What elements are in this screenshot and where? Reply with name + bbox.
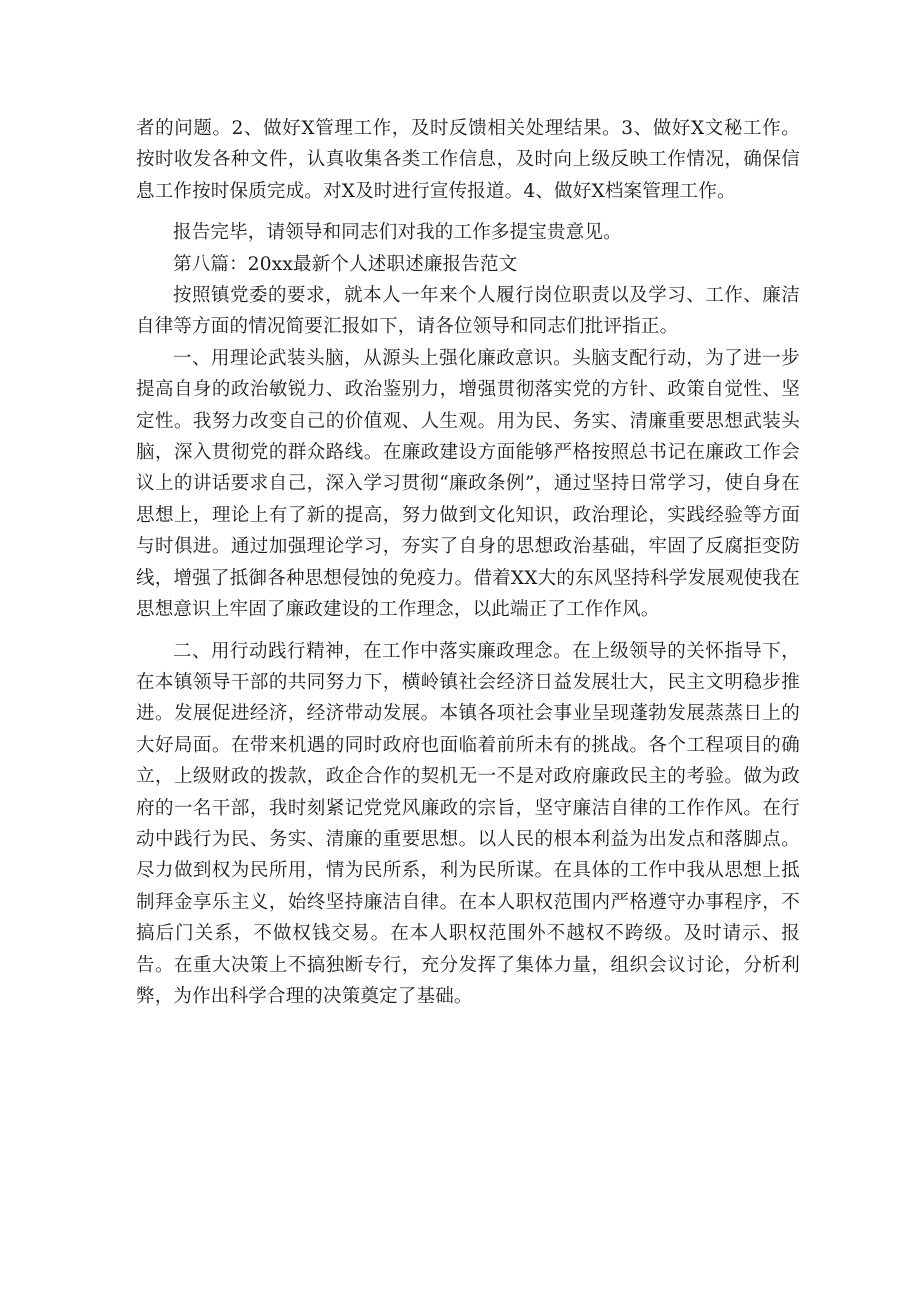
- paragraph-intro: 按照镇党委的要求，就本人一年来个人履行岗位职责以及学习、工作、廉洁自律等方面的情况简要汇报如下，请各位领导和同志们批评指正。: [136, 285, 800, 338]
- section-heading: 第八篇：20xx最新个人述职述廉报告范文: [173, 253, 518, 275]
- paragraph-continuation: 者的问题。2、做好X管理工作，及时反馈相关处理结果。3、做好X文秘工作。按时收发各种文件，认真收集各类工作信息，及时向上级反映工作情况，确保信息工作按时保质完成。对X及时进行宣传报道。4、做好X档案管理工作。: [136, 118, 800, 202]
- document-body: [136, 113, 800, 1012]
- paragraph-point-two: 二、用行动践行精神，在工作中落实廉政理念。在上级领导的关怀指导下，在本镇领导干部的共同努力下，横岭镇社会经济日益发展壮大，民主文明稳步推进。发展促进经济，经济带动发展。本镇各项社会事业呈现蓬勃发展蒸蒸日上的大好局面。在带来机遇的同时政府也面临着前所未有的挑战。各个工程项目的确立，上级财政的拨款，政企合作的契机无一不是对政府廉政民主的考验。做为政府的一名干部，我时刻紧记党党风廉政的宗旨，坚守廉洁自律的工作作风。在行动中践行为民、务实、清廉的重要思想。以人民的根本利益为出发点和落脚点。尽力做到权为民所用，情为民所系，利为民所谋。在具体的工作中我从思想上抵制拜金享乐主义，始终坚持廉洁自律。在本人职权范围内严格遵守办事程序，不搞后门关系，不做权钱交易。在本人职权范围外不越权不跨级。及时请示、报告。在重大决策上不搞独断专行，充分发挥了集体力量，组织会议讨论，分析利弊，为作出科学合理的决策奠定了基础。: [136, 640, 800, 1007]
- paragraph-closing-remark: 报告完毕，请领导和同志们对我的工作多提宝贵意见。: [173, 222, 622, 244]
- paragraph-point-one: 一、用理论武装头脑，从源头上强化廉政意识。头脑支配行动，为了进一步提高自身的政治敏锐力、政治鉴别力，增强贯彻落实党的方针、政策自觉性、坚定性。我努力改变自己的价值观、人生观。用为民、务实、清廉重要思想武装头脑，深入贯彻党的群众路线。在廉政建设方面能够严格按照总书记在廉政工作会议上的讲话要求自己，深入学习贯彻“廉政条例”，通过坚持日常学习，使自身在思想上，理论上有了新的提高，努力做到文化知识，政治理论，实践经验等方面与时俱进。通过加强理论学习，夯实了自身的思想政治基础，牢固了反腐拒变防线，增强了抵御各种思想侵蚀的免疫力。借着XX大的东风坚持科学发展观使我在思想意识上牢固了廉政建设的工作理念，以此端正了工作作风。: [136, 347, 800, 621]
